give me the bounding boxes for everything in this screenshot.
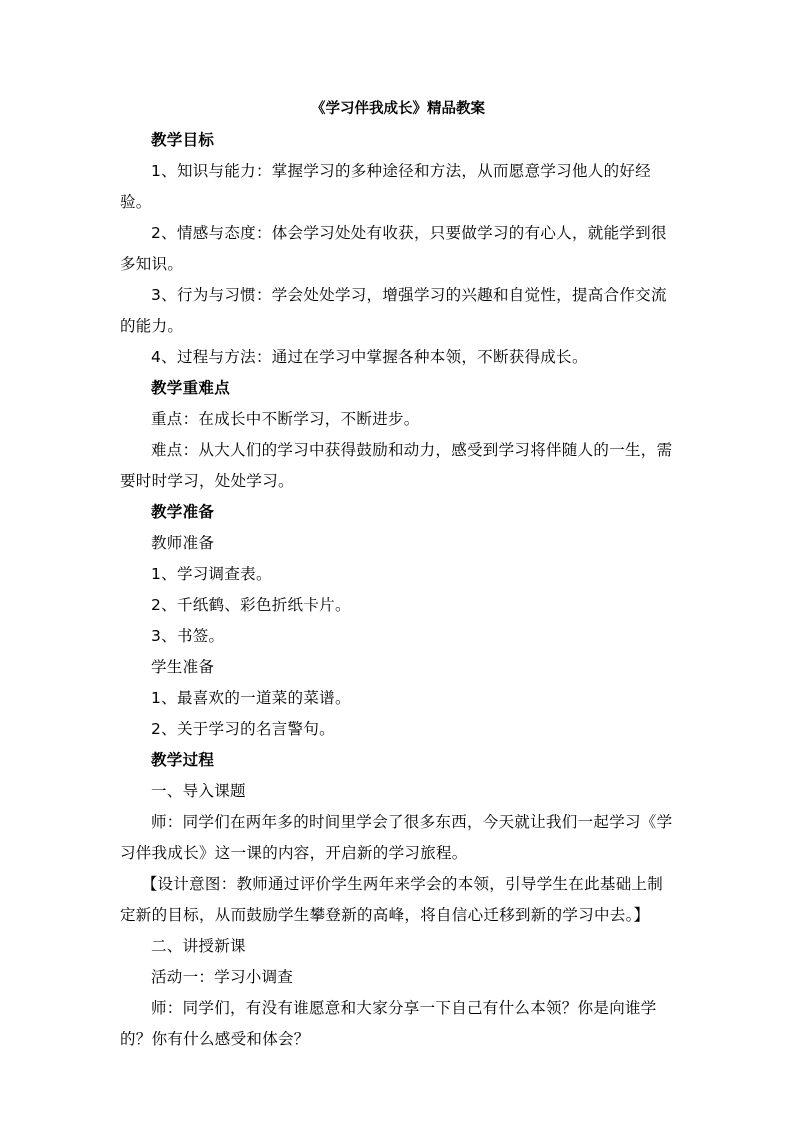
document-body bbox=[120, 94, 676, 1055]
heading-process: 教学过程 bbox=[151, 751, 215, 769]
goal-knowledge: 1、知识与能力：掌握学习的多种途径和方法，从而愿意学习他人的好经验。 bbox=[120, 162, 651, 211]
teacher-prep-item: 3、书签。 bbox=[151, 627, 225, 645]
section-intro: 一、导入课题 bbox=[151, 782, 246, 800]
goal-behavior: 3、行为与习惯：学会处处学习，增强学习的兴趣和自觉性，提高合作交流的能力。 bbox=[120, 286, 667, 335]
heading-key-points: 教学重难点 bbox=[151, 379, 231, 397]
heading-teaching-goals: 教学目标 bbox=[151, 131, 215, 149]
student-prep-label: 学生准备 bbox=[151, 658, 215, 676]
goal-process: 4、过程与方法：通过在学习中掌握各种本领，不断获得成长。 bbox=[151, 348, 588, 366]
document-title: 《学习伴我成长》精品教案 bbox=[311, 101, 485, 117]
teacher-intro-speech: 师：同学们在两年多的时间里学会了很多东西，今天就让我们一起学习《学习伴我成长》这一课的内容，开启新的学习旅程。 bbox=[120, 813, 673, 862]
teacher-prep-label: 教师准备 bbox=[151, 534, 215, 552]
activity-one-title: 活动一：学习小调查 bbox=[151, 968, 294, 986]
design-intent-note: 【设计意图：教师通过评价学生两年来学会的本领，引导学生在此基础上制定新的目标，从而鼓励学生攀登新的高峰，将自信心迁移到新的学习中去。】 bbox=[120, 875, 664, 924]
teacher-question: 师：同学们，有没有谁愿意和大家分享一下自己有什么本领？你是向谁学的？你有什么感受和体会？ bbox=[120, 999, 657, 1048]
student-prep-item: 1、最喜欢的一道菜的菜谱。 bbox=[151, 689, 351, 707]
heading-preparation: 教学准备 bbox=[151, 503, 215, 521]
teacher-prep-item: 1、学习调查表。 bbox=[151, 565, 272, 583]
difficult-point: 难点：从大人们的学习中获得鼓励和动力，感受到学习将伴随人的一生，需要时时学习，处处学习。 bbox=[120, 441, 673, 490]
goal-emotion: 2、情感与态度：体会学习处处有收获，只要做学习的有心人，就能学到很多知识。 bbox=[120, 224, 667, 273]
key-point: 重点：在成长中不断学习，不断进步。 bbox=[151, 410, 420, 428]
section-new-lesson: 二、讲授新课 bbox=[151, 937, 246, 955]
student-prep-item: 2、关于学习的名言警句。 bbox=[151, 720, 335, 738]
teacher-prep-item: 2、千纸鹤、彩色折纸卡片。 bbox=[151, 596, 351, 614]
